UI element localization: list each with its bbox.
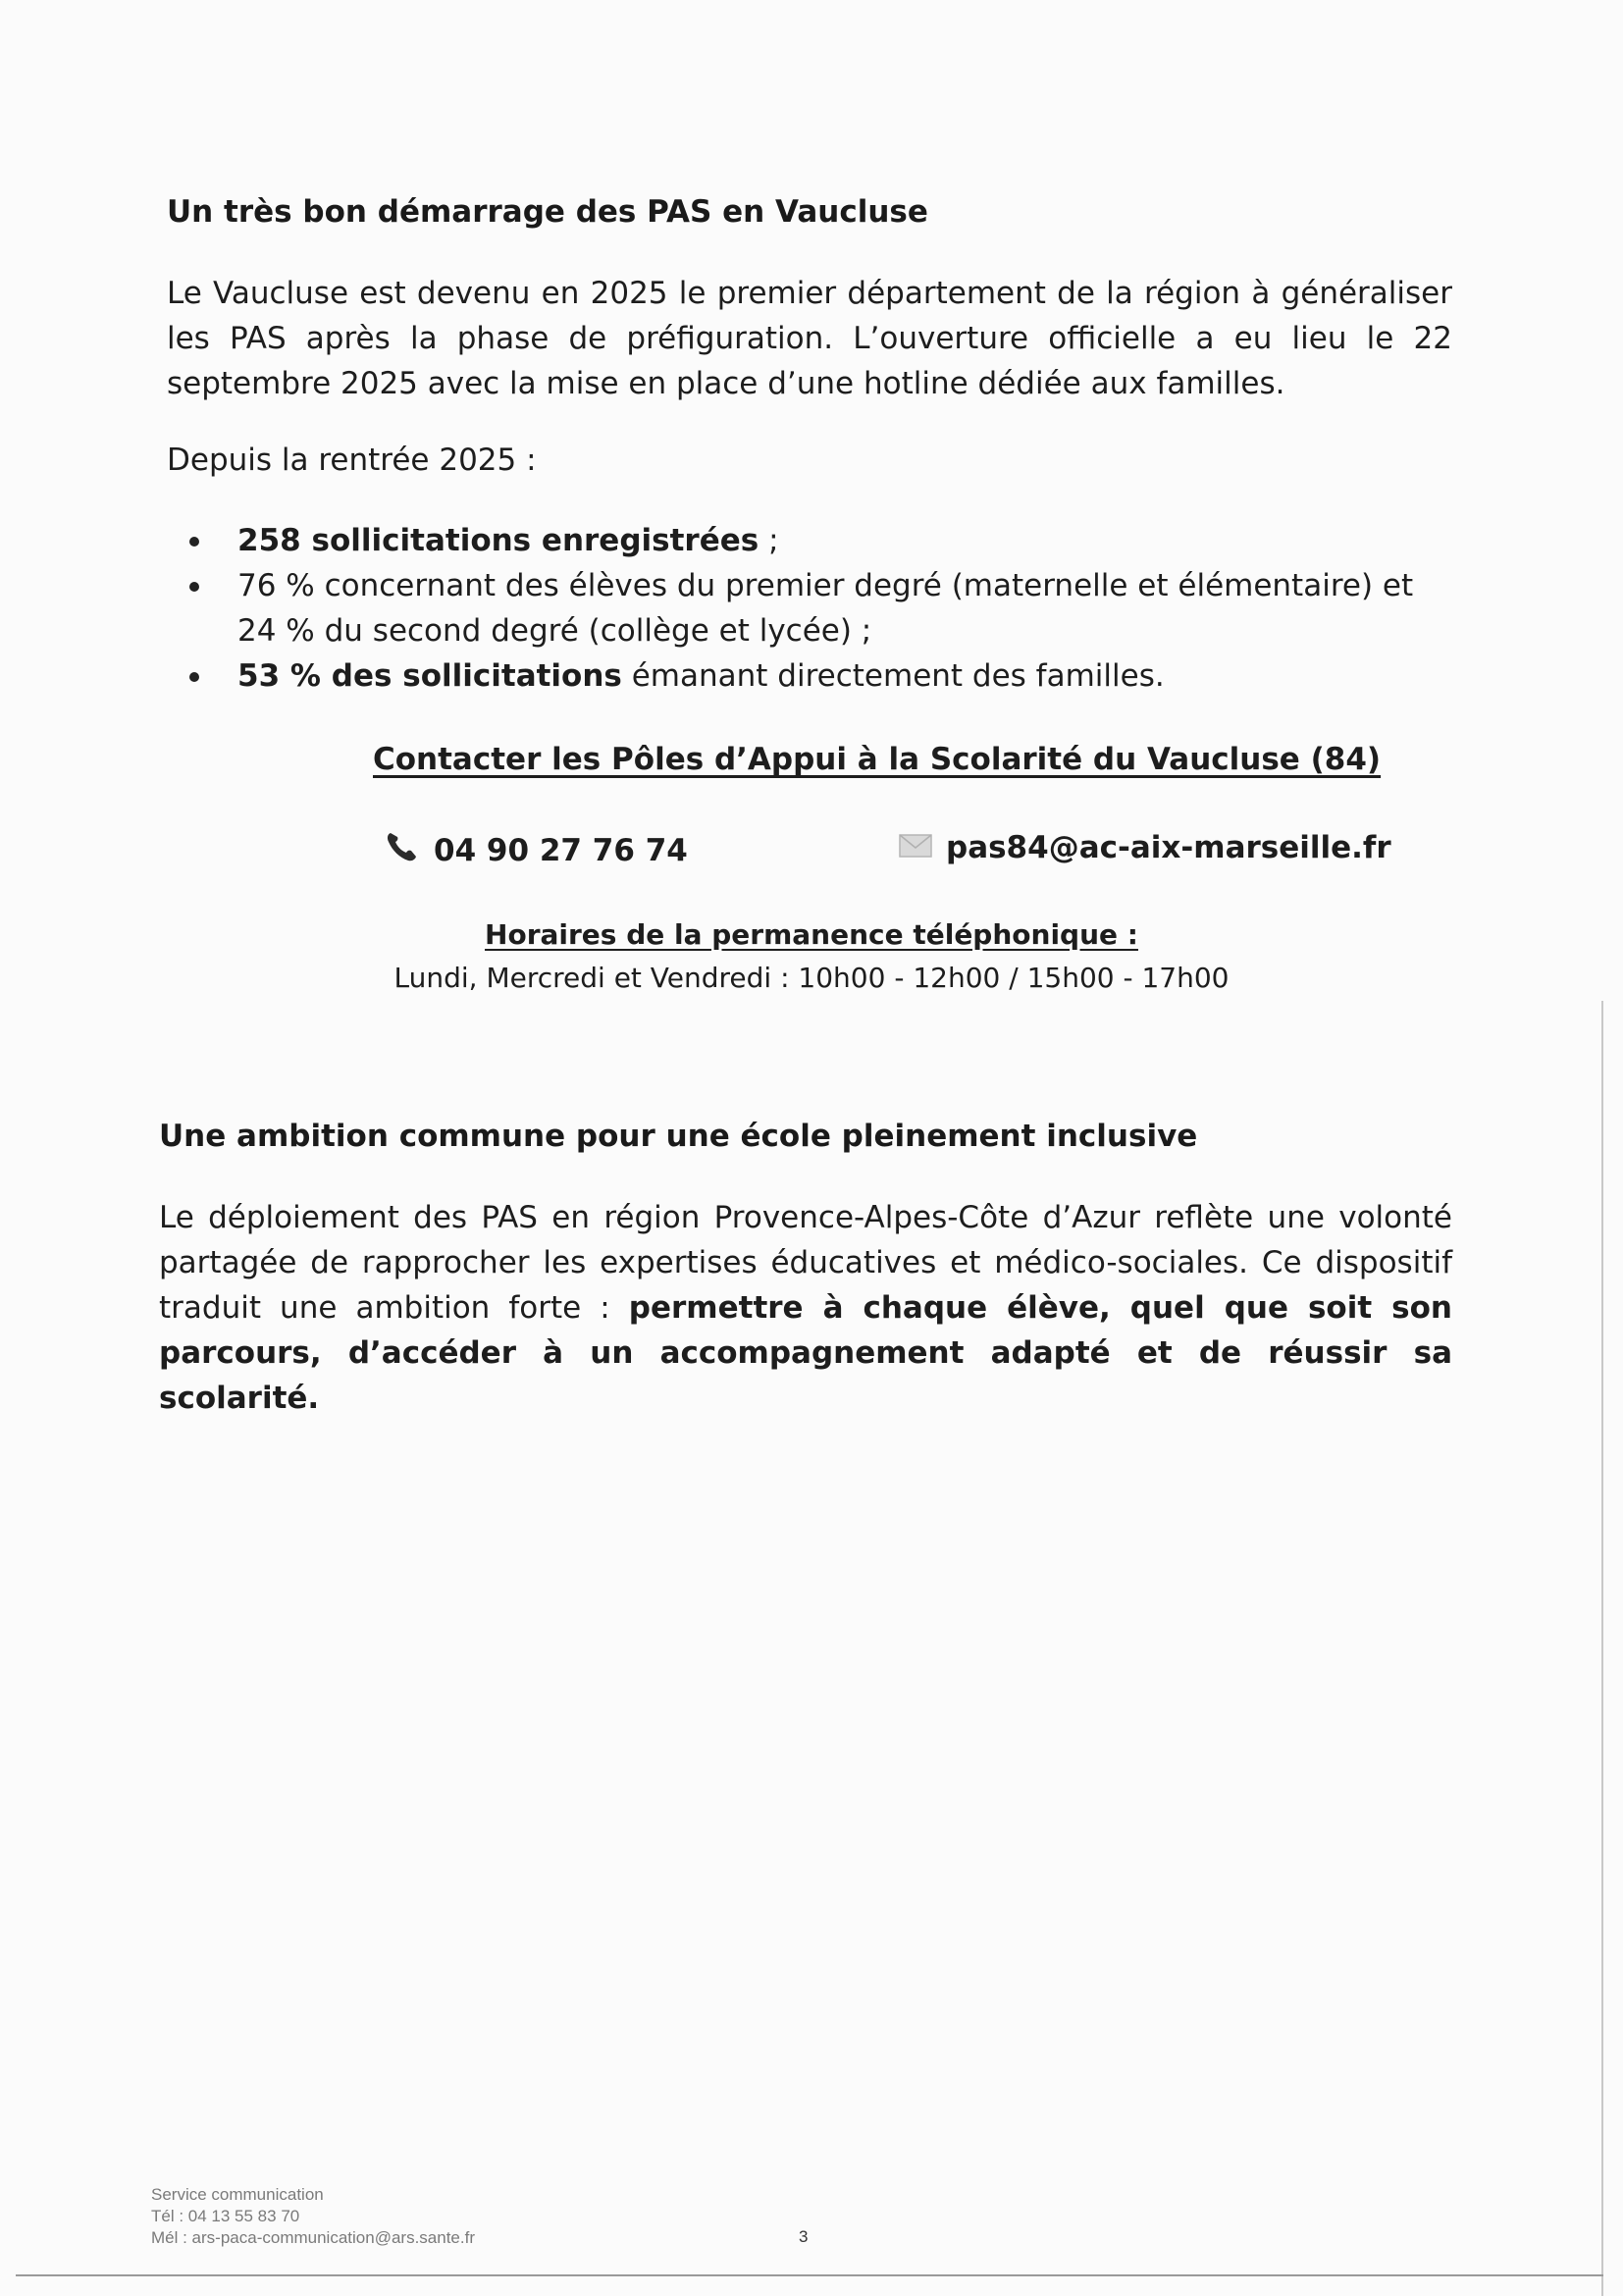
- list-item: [186, 518, 1452, 563]
- phone-contact[interactable]: [385, 830, 688, 871]
- email-contact[interactable]: [899, 830, 1391, 865]
- bullet-text: 76 % concernant des élèves du premier degré (maternelle et élémentaire) et 24 % du second degré (collège et lycée) ;: [237, 568, 1414, 649]
- stats-list: [186, 518, 1452, 699]
- hours-heading: Horaires de la permanence téléphonique :: [485, 918, 1138, 951]
- section-title-ambition: Une ambition commune pour une école pleinement inclusive: [159, 1119, 1198, 1154]
- contact-heading: Contacter les Pôles d’Appui à la Scolarité du Vaucluse (84): [373, 742, 1382, 777]
- bullet-bold: 53 % des sollicitations: [237, 658, 622, 694]
- bullet-bold: 258 sollicitations enregistrées: [237, 523, 759, 558]
- footer-contact: [151, 2184, 475, 2249]
- ambition-text: Le déploiement des PAS en région Provence-Alpes-Côte d’Azur reflète une volonté partagée de rapprocher les expertises éducatives et médico-sociales. Ce dispositif traduit une ambition forte :: [159, 1200, 1452, 1326]
- ambition-paragraph: [159, 1195, 1452, 1421]
- bullet-icon: [189, 672, 199, 682]
- section-title-vaucluse: Un très bon démarrage des PAS en Vaucluse: [167, 194, 928, 230]
- ambition-bold-text: permettre à chaque élève, quel que soit son parcours, d’accéder à un accompagnement adapté et de réussir sa scolarité.: [159, 1290, 1452, 1416]
- envelope-icon: [899, 830, 932, 865]
- bullet-text: émanant directement des familles.: [621, 658, 1165, 694]
- phone-number: 04 90 27 76 74: [434, 833, 688, 868]
- list-item: [186, 563, 1452, 653]
- hours-text: Lundi, Mercredi et Vendredi : 10h00 - 12h00 / 15h00 - 17h00: [393, 962, 1230, 994]
- phone-icon: [385, 830, 420, 871]
- intro-paragraph: Le Vaucluse est devenu en 2025 le premier département de la région à généraliser les PAS après la phase de préfiguration. L’ouverture officielle a eu lieu le 22 septembre 2025 avec la mise en place d’une hotline dédiée aux familles.: [167, 276, 1452, 401]
- since-line: Depuis la rentrée 2025 :: [167, 443, 537, 478]
- right-border-line: [1601, 1001, 1603, 2296]
- page-number: 3: [799, 2227, 809, 2246]
- bullet-icon: [189, 537, 199, 547]
- bottom-border-line: [16, 2274, 1603, 2276]
- bullet-text: ;: [759, 523, 779, 558]
- bullet-icon: [189, 582, 199, 592]
- list-item: [186, 653, 1452, 699]
- footer-service: Service communication: [151, 2185, 324, 2204]
- footer-mel: Mél : ars-paca-communication@ars.sante.fr: [151, 2228, 475, 2247]
- email-link[interactable]: pas84@ac-aix-marseille.fr: [946, 830, 1391, 865]
- footer-tel: Tél : 04 13 55 83 70: [151, 2207, 300, 2225]
